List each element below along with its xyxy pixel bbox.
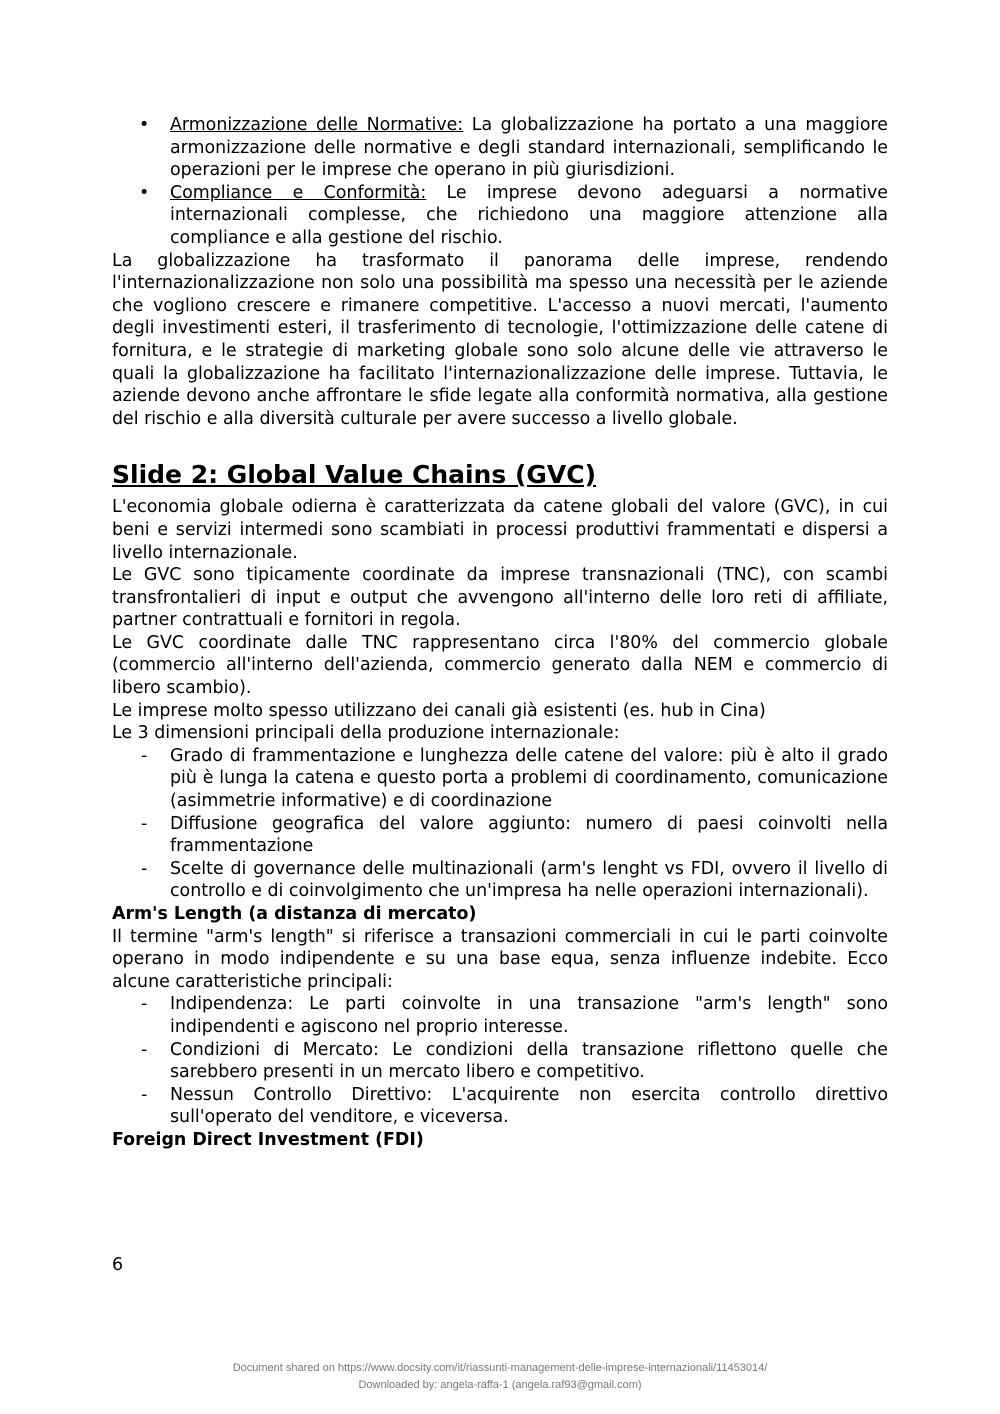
list-item-text: Diffusione geografica del valore aggiunto: numero di paesi coinvolti nella frammentazione bbox=[170, 813, 888, 857]
page-number: 6 bbox=[112, 1255, 124, 1275]
dash-icon: - bbox=[141, 813, 148, 834]
section-title: Slide 2: Global Value Chains (GVC) bbox=[112, 460, 597, 490]
dash-icon: - bbox=[141, 745, 148, 766]
list-item bbox=[112, 182, 888, 250]
list-item-text: Grado di frammentazione e lunghezza delle catene del valore: più è alto il grado più è lunga la catena e questo porta a problemi di coordinamento, comunicazione (asimmetrie informative) e di coordinazione bbox=[170, 745, 888, 812]
bullet-list-globalization bbox=[112, 114, 888, 250]
arms-length-paragraph: Il termine "arm's length" si riferisce a transazioni commerciali in cui le parti coinvolte operano in modo indipendente e su una base equa, senza influenze indebite. Ecco alcune caratteristiche principali: bbox=[112, 926, 888, 992]
footer-downloaded-by: Downloaded by: angela-raffa-1 (angela.raf93@gmail.com) bbox=[358, 1379, 642, 1391]
list-item bbox=[112, 993, 888, 1038]
gvc-paragraph: Le GVC coordinate dalle TNC rappresentano circa l'80% del commercio globale (commercio all'interno dell'azienda, commercio generato dalla NEM e commercio di libero scambio). bbox=[112, 632, 888, 699]
list-item bbox=[112, 1084, 888, 1129]
document-body bbox=[112, 114, 888, 1152]
arms-length-heading: Arm's Length (a distanza di mercato) bbox=[112, 904, 477, 924]
footer-shared-link[interactable]: Document shared on https://www.docsity.com/it/riassunti-management-delle-imprese-internazionali/11453014/ bbox=[232, 1362, 768, 1374]
bullet-text: La globalizzazione ha portato a una maggiore armonizzazione delle normative e degli standard internazionali, semplificando le operazioni per le imprese che operano in più giurisdizioni. bbox=[170, 115, 888, 181]
bullet-icon: • bbox=[139, 182, 150, 203]
bullet-icon: • bbox=[139, 115, 150, 135]
dash-icon: - bbox=[141, 994, 148, 1015]
list-item bbox=[112, 858, 888, 903]
dash-icon: - bbox=[141, 858, 148, 879]
list-item-text: Scelte di governance delle multinazionali (arm's lenght vs FDI, ovvero il livello di controllo e di coinvolgimento che un'impresa ha nelle operazioni internazionali). bbox=[170, 858, 888, 902]
fdi-heading: Foreign Direct Investment (FDI) bbox=[112, 1129, 424, 1150]
list-item bbox=[112, 745, 888, 813]
list-item bbox=[112, 813, 888, 858]
list-item bbox=[112, 114, 888, 182]
dash-icon: - bbox=[141, 1039, 148, 1060]
gvc-paragraph: Le 3 dimensioni principali della produzione internazionale: bbox=[112, 723, 620, 744]
list-item-text: Nessun Controllo Direttivo: L'acquirente non esercita controllo direttivo sull'operato del venditore, e viceversa. bbox=[170, 1084, 888, 1128]
gvc-paragraph: Le GVC sono tipicamente coordinate da imprese transnazionali (TNC), con scambi transfrontalieri di input e output che avvengono all'interno delle loro reti di affiliate, partner contrattuali e fornitori in regola. bbox=[112, 565, 888, 631]
dimensions-list bbox=[112, 745, 888, 903]
gvc-paragraph: Le imprese molto spesso utilizzano dei canali già esistenti (es. hub in Cina) bbox=[112, 700, 766, 721]
gvc-paragraph: L'economia globale odierna è caratterizzata da catene globali del valore (GVC), in cui beni e servizi intermedi sono scambiati in processi produttivi frammentati e dispersi a livello internazionale. bbox=[112, 497, 888, 563]
intro-paragraph: La globalizzazione ha trasformato il panorama delle imprese, rendendo l'internazionalizzazione non solo una possibilità ma spesso una necessità per le aziende che vogliono crescere e rimanere competitive. L'accesso a nuovi mercati, l'aumento degli investimenti esteri, il trasferimento di tecnologie, l'ottimizzazione delle catene di fornitura, e le strategie di marketing globale sono solo alcune delle vie attraverso le quali la globalizzazione ha facilitato l'internazionalizzazione delle imprese. Tuttavia, le aziende devono anche affrontare le sfide legate alla conformità normativa, alla gestione del rischio e alla diversità culturale per avere successo a livello globale. bbox=[112, 250, 888, 429]
bullet-text: Le imprese devono adeguarsi a normative internazionali complesse, che richiedono una maggiore attenzione alla compliance e alla gestione del rischio. bbox=[170, 182, 888, 248]
list-item bbox=[112, 1039, 888, 1084]
dash-icon: - bbox=[141, 1084, 148, 1105]
bullet-term: Armonizzazione delle Normative: bbox=[170, 115, 464, 135]
arms-length-list bbox=[112, 993, 888, 1129]
list-item-text: Condizioni di Mercato: Le condizioni della transazione riflettono quelle che sarebbero presenti in un mercato libero e competitivo. bbox=[170, 1039, 888, 1083]
bullet-term: Compliance e Conformità: bbox=[170, 182, 427, 203]
list-item-text: Indipendenza: Le parti coinvolte in una transazione "arm's length" sono indipendenti e agiscono nel proprio interesse. bbox=[170, 994, 888, 1037]
